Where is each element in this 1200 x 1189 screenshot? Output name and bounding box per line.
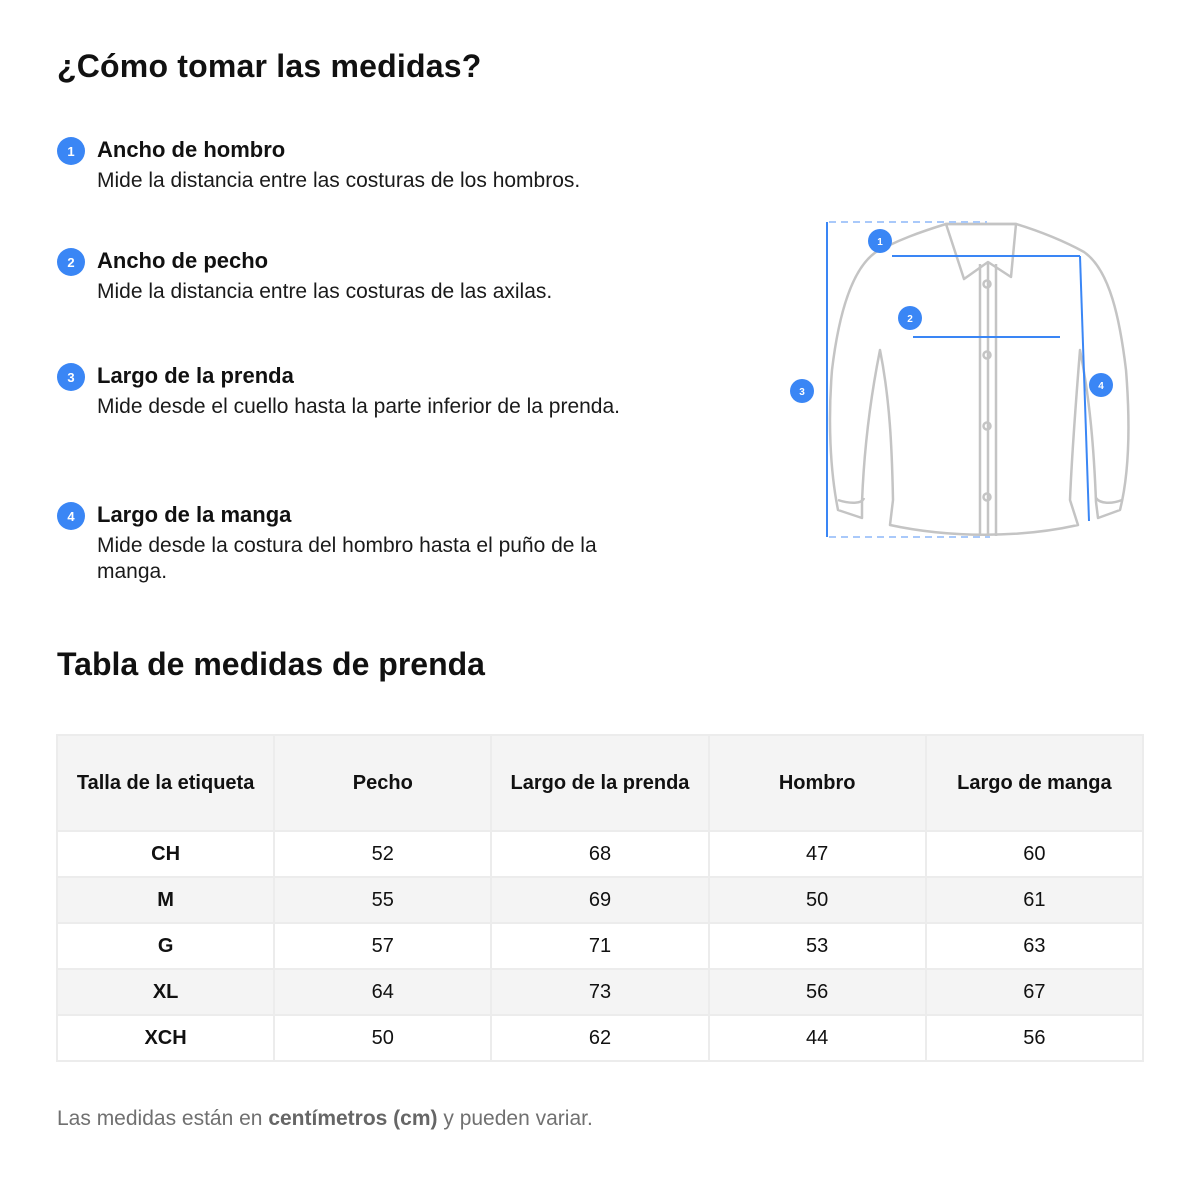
svg-text:4: 4 (1098, 381, 1104, 392)
table-cell: 56 (926, 1015, 1143, 1061)
table-cell: 50 (274, 1015, 491, 1061)
table-cell: 62 (491, 1015, 708, 1061)
table-cell: 73 (491, 969, 708, 1015)
units-note (57, 1107, 593, 1131)
size-label-cell: G (57, 923, 274, 969)
svg-text:3: 3 (799, 387, 805, 398)
table-cell: 68 (491, 831, 708, 877)
table-cell: 71 (491, 923, 708, 969)
table-cell: 52 (274, 831, 491, 877)
step-description: Mide desde el cuello hasta la parte inferior de la prenda. (97, 395, 620, 418)
step-garment-length (57, 361, 677, 420)
table-cell: 56 (709, 969, 926, 1015)
table-row (57, 1015, 1143, 1061)
table-cell: 44 (709, 1015, 926, 1061)
step-shoulder-width (57, 135, 677, 194)
step-title: Ancho de pecho (97, 248, 269, 273)
units-note-bold: centímetros (cm) (268, 1107, 438, 1130)
shirt-icon (780, 200, 1160, 560)
units-note-suffix: y pueden variar. (437, 1107, 593, 1130)
table-cell: 69 (491, 877, 708, 923)
size-label-cell: CH (57, 831, 274, 877)
size-label-cell: M (57, 877, 274, 923)
step-number-badge: 4 (57, 502, 85, 530)
svg-text:1: 1 (877, 237, 883, 248)
step-title: Largo de la prenda (97, 363, 294, 388)
table-row (57, 831, 1143, 877)
step-description: Mide la distancia entre las costuras de los hombros. (97, 169, 581, 192)
table-row (57, 969, 1143, 1015)
step-sleeve-length (57, 500, 677, 585)
step-description: Mide la distancia entre las costuras de las axilas. (97, 280, 553, 303)
step-number-badge: 3 (57, 363, 85, 391)
step-number-badge: 2 (57, 248, 85, 276)
step-title: Largo de la manga (97, 502, 292, 527)
size-table-title: Tabla de medidas de prenda (57, 646, 485, 682)
page-title: ¿Cómo tomar las medidas? (57, 48, 482, 84)
column-header-shoulder: Hombro (709, 735, 926, 831)
units-note-prefix: Las medidas están en (57, 1107, 269, 1130)
table-cell: 57 (274, 923, 491, 969)
column-header-chest: Pecho (274, 735, 491, 831)
step-chest-width (57, 246, 677, 305)
table-cell: 64 (274, 969, 491, 1015)
column-header-size-label: Talla de la etiqueta (57, 735, 274, 831)
column-header-garment-length: Largo de la prenda (491, 735, 708, 831)
table-row (57, 923, 1143, 969)
step-number-badge: 1 (57, 137, 85, 165)
step-description: Mide desde la costura del hombro hasta el puño de la manga. (97, 534, 597, 583)
size-table (56, 734, 1144, 1062)
step-title: Ancho de hombro (97, 137, 286, 162)
column-header-sleeve-length: Largo de manga (926, 735, 1143, 831)
size-label-cell: XL (57, 969, 274, 1015)
shirt-measurement-diagram (780, 200, 1160, 560)
table-cell: 61 (926, 877, 1143, 923)
table-cell: 60 (926, 831, 1143, 877)
table-header-row (57, 735, 1143, 831)
size-label-cell: XCH (57, 1015, 274, 1061)
table-cell: 55 (274, 877, 491, 923)
svg-text:2: 2 (907, 314, 913, 325)
table-cell: 67 (926, 969, 1143, 1015)
table-cell: 50 (709, 877, 926, 923)
table-cell: 47 (709, 831, 926, 877)
table-row (57, 877, 1143, 923)
table-cell: 53 (709, 923, 926, 969)
table-cell: 63 (926, 923, 1143, 969)
